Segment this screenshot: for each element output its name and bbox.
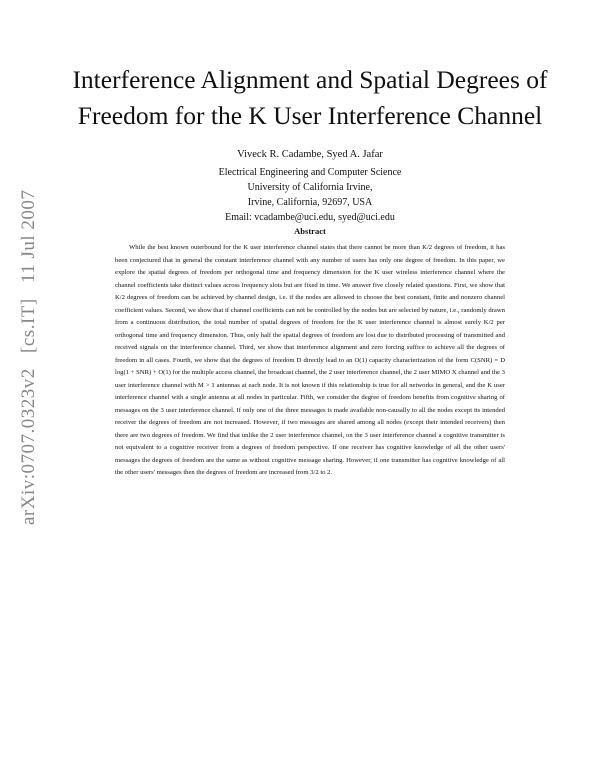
paper-title: Interference Alignment and Spatial Degrees of Freedom for the K User Interference Channel — [72, 65, 548, 130]
abstract-text: While the best known outerbound for the K user interference channel states that there cannot be more than K/2 degrees of freedom, it has been conjectured that in general the constant interference channel with any number of users has only one degree of freedom. In this paper, we explore the spatial degrees of freedom per orthogonal time and frequency dimension for the K user wireless interference channel where the channel coefficients take distinct values across frequency slots but are fixed in time. We answer five closely related questions. First, we show that K/2 degrees of freedom can be achieved by channel design, i.e. if the nodes are allowed to choose the best constant, finite and nonzero channel coefficient values. Second, we show that if channel coefficients can not be controlled by the nodes but are selected by nature, i.e., randomly drawn from a continuous distribution, the total number of spatial degrees of freedom for the K user interference channel is almost surely K/2 per orthogonal time and frequency dimension. Thus, only half the spatial degrees of freedom are lost due to distributed processing of transmitted and received signals on the interference channel. Third, we show that interference alignment and zero forcing suffice to achieve all the degrees of freedom in all cases. Fourth, we show that the degrees of freedom D directly lead to an O(1) capacity characterization of the form C(SNR) = D log(1 + SNR) + O(1) for the multiple access channel, the broadcast channel, the 2 user interference channel, the 2 user MIMO X channel and the 3 user interference channel with M > 1 antennas at each node. It is not known if this relationship is true for all networks in general, and the K user interference channel with a single antenna at all nodes in particular. Fifth, we consider the degree of freedom benefits from cognitive sharing of messages on the 3 user interference channel. If only one of the three messages is made available non-causally to all the nodes except its intended receiver the degrees of freedom are not increased. However, if two messages are shared among all nodes (except their intended receivers) then there are two degrees of freedom. We find that unlike the 2 user interference channel, on the 3 user interference channel a cognitive transmitter is not equivalent to a cognitive receiver from a degrees of freedom perspective. If one receiver has cognitive knowledge of all the other users' messages the degrees of freedom are the same as without cognitive message sharing. However, if one transmitter has cognitive knowledge of all the other users' messages then the degrees of freedom are increased from 3/2 to 2. — [115, 244, 505, 476]
abstract-heading: Abstract — [294, 226, 326, 236]
arxiv-identifier-stamp — [18, 190, 40, 525]
author-university: University of California Irvine, — [247, 182, 373, 193]
arxiv-category: [cs.IT] — [18, 298, 39, 353]
arxiv-date: 11 Jul 2007 — [18, 189, 39, 284]
author-department: Electrical Engineering and Computer Science — [218, 167, 402, 178]
author-names: Viveck R. Cadambe, Syed A. Jafar — [237, 149, 383, 160]
author-block — [60, 147, 560, 225]
author-address: Irvine, California, 92697, USA — [247, 197, 373, 208]
arxiv-id: arXiv:0707.0323v2 — [18, 368, 39, 525]
author-email[interactable]: Email: vcadambe@uci.edu, syed@uci.edu — [225, 212, 395, 223]
